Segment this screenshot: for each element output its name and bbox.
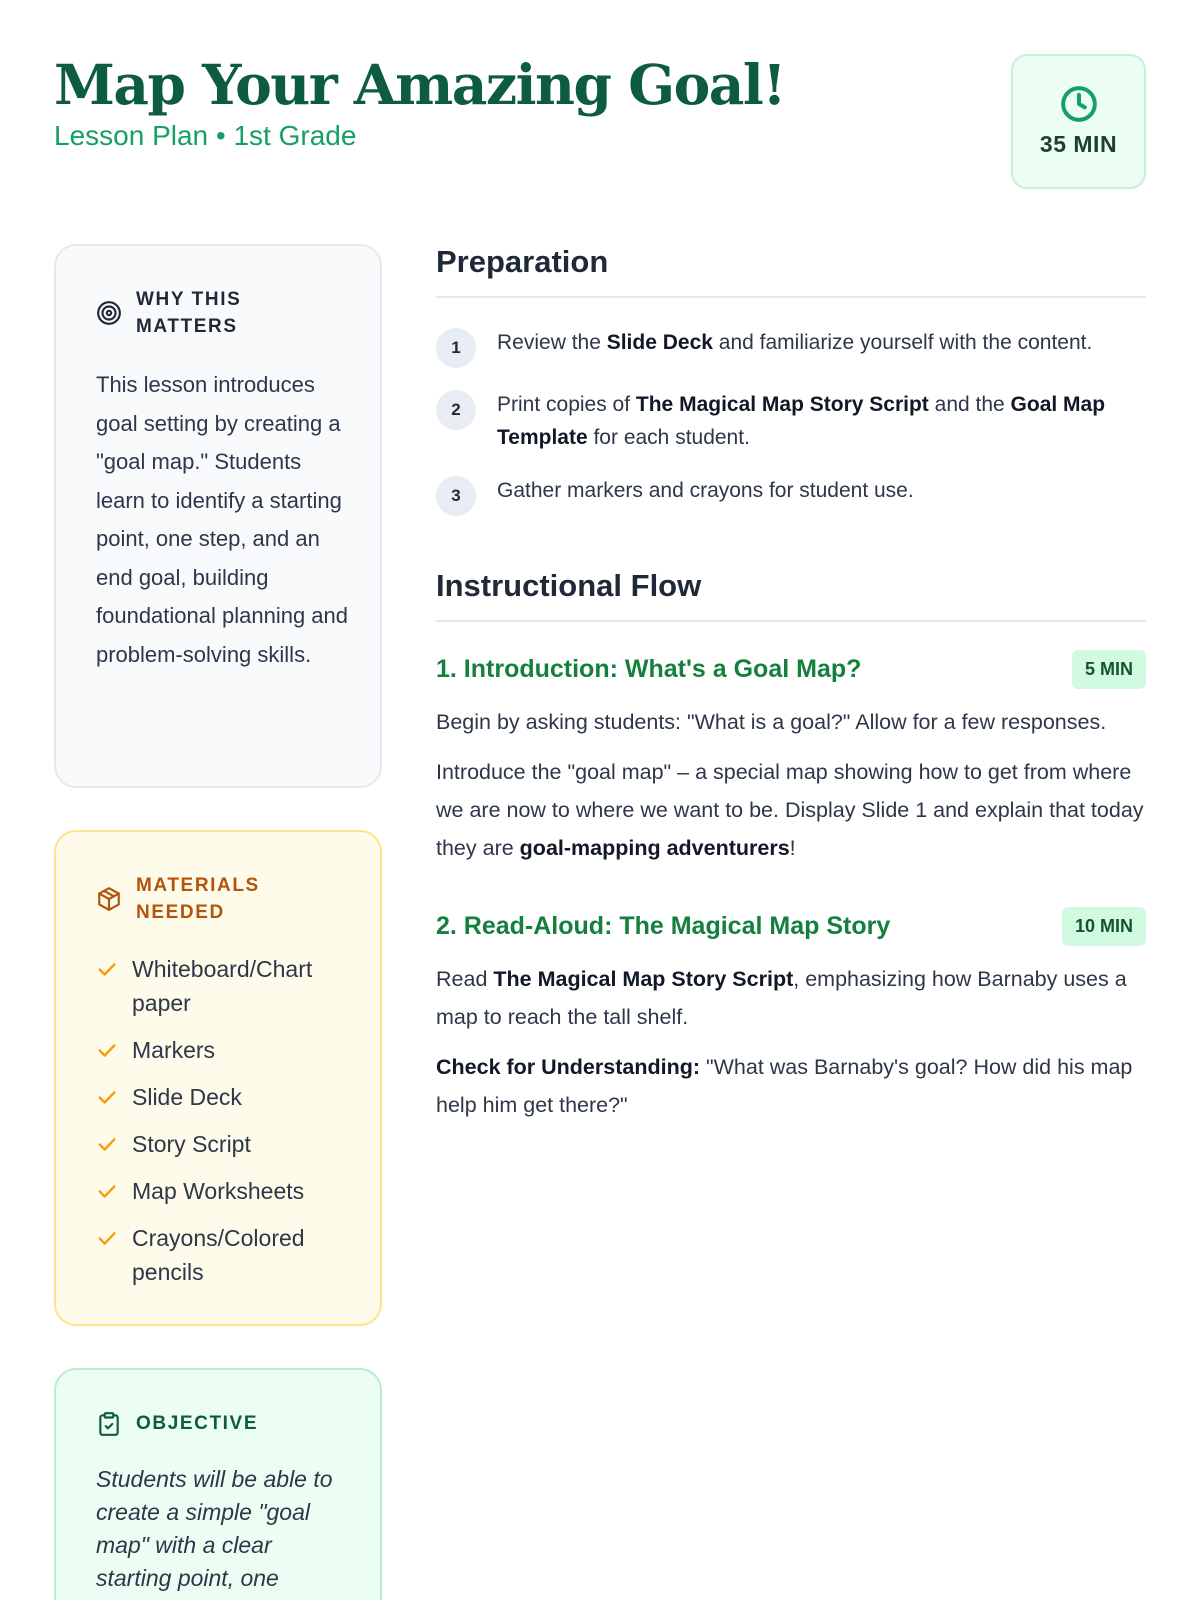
flow-step (436, 907, 1146, 1124)
materials-item-label: Story Script (132, 1131, 251, 1157)
materials-item-label: Slide Deck (132, 1084, 242, 1110)
materials-card-label: MATERIALS NEEDED (136, 875, 260, 923)
materials-item (96, 952, 348, 1020)
materials-item (96, 1080, 348, 1114)
step-number: 2 (436, 390, 476, 430)
preparation-item (436, 388, 1146, 454)
objective-text: Students will be able to create a simple "goal map" with a clear starting point, one (96, 1466, 333, 1591)
flow-step (436, 650, 1146, 867)
flow-step-paragraph: Check for Understanding: "What was Barnaby's goal? How did his map help him get there?" (436, 1055, 1133, 1117)
materials-item (96, 1127, 348, 1161)
duration-badge: 5 MIN (1072, 650, 1146, 689)
materials-item-label: Whiteboard/Chart paper (132, 956, 313, 1016)
materials-card (54, 830, 382, 1326)
flow-step-paragraph: Begin by asking students: "What is a goal?" Allow for a few responses. (436, 710, 1107, 734)
flow-step-title: 2. Read-Aloud: The Magical Map Story (436, 912, 891, 940)
why-card-text: This lesson introduces goal setting by creating a "goal map." Students learn to identify a starting point, one step, and an end goal, building foundational planning and problem-solving skills. (96, 372, 349, 667)
flow-step-title: 1. Introduction: What's a Goal Map? (436, 655, 862, 683)
step-number: 3 (436, 476, 476, 516)
preparation-item-text: Gather markers and crayons for student use. (497, 479, 914, 502)
instructional-flow-heading: Instructional Flow (436, 568, 1146, 622)
lesson-header (54, 52, 1146, 192)
checkmark-icon (96, 1039, 118, 1061)
checkmark-icon (96, 1086, 118, 1108)
flow-step-header (436, 650, 1146, 689)
package-icon (96, 886, 122, 912)
objective-card (54, 1368, 382, 1600)
clock-icon (1059, 84, 1099, 124)
flow-step-header (436, 907, 1146, 946)
materials-item (96, 1221, 348, 1289)
checkmark-icon (96, 1133, 118, 1155)
duration-text: 35 MIN (1039, 131, 1118, 157)
objective-card-label: OBJECTIVE (136, 1413, 259, 1434)
checkmark-icon (96, 1180, 118, 1202)
sidebar (54, 244, 382, 1600)
target-icon (96, 300, 122, 326)
why-card-header (96, 286, 348, 340)
flow-step-paragraph: Introduce the "goal map" – a special map showing how to get from where we are now to where we want to be. Display Slide 1 and explain that today they are goal-mapping adventurers! (436, 760, 1144, 860)
preparation-item-text: Review the Slide Deck and familiarize yourself with the content. (497, 331, 1093, 354)
checkmark-icon (96, 1227, 118, 1249)
clipboard-check-icon (96, 1411, 122, 1437)
materials-card-header (96, 872, 348, 926)
checkmark-icon (96, 958, 118, 980)
preparation-item (436, 326, 1146, 368)
materials-item-label: Map Worksheets (132, 1178, 305, 1204)
preparation-list (436, 326, 1146, 516)
preparation-item-text: Print copies of The Magical Map Story Script and the Goal Map Template for each student. (497, 393, 1106, 449)
objective-card-header (96, 1410, 348, 1437)
preparation-heading: Preparation (436, 244, 1146, 298)
page-subtitle: Lesson Plan • 1st Grade (54, 120, 357, 151)
duration-badge (1011, 54, 1146, 189)
why-card (54, 244, 382, 788)
duration-badge: 10 MIN (1062, 907, 1146, 946)
page-title: Map Your Amazing Goal! (54, 52, 785, 117)
step-number: 1 (436, 328, 476, 368)
materials-item (96, 1174, 348, 1208)
main-content (436, 244, 1146, 1164)
materials-item-label: Crayons/Colored pencils (132, 1225, 305, 1285)
flow-step-paragraph: Read The Magical Map Story Script, emphasizing how Barnaby uses a map to reach the tall shelf. (436, 967, 1127, 1029)
preparation-item (436, 474, 1146, 516)
materials-item (96, 1033, 348, 1067)
materials-list (96, 952, 348, 1289)
materials-item-label: Markers (132, 1037, 216, 1063)
why-card-label: WHY THIS MATTERS (136, 289, 242, 337)
